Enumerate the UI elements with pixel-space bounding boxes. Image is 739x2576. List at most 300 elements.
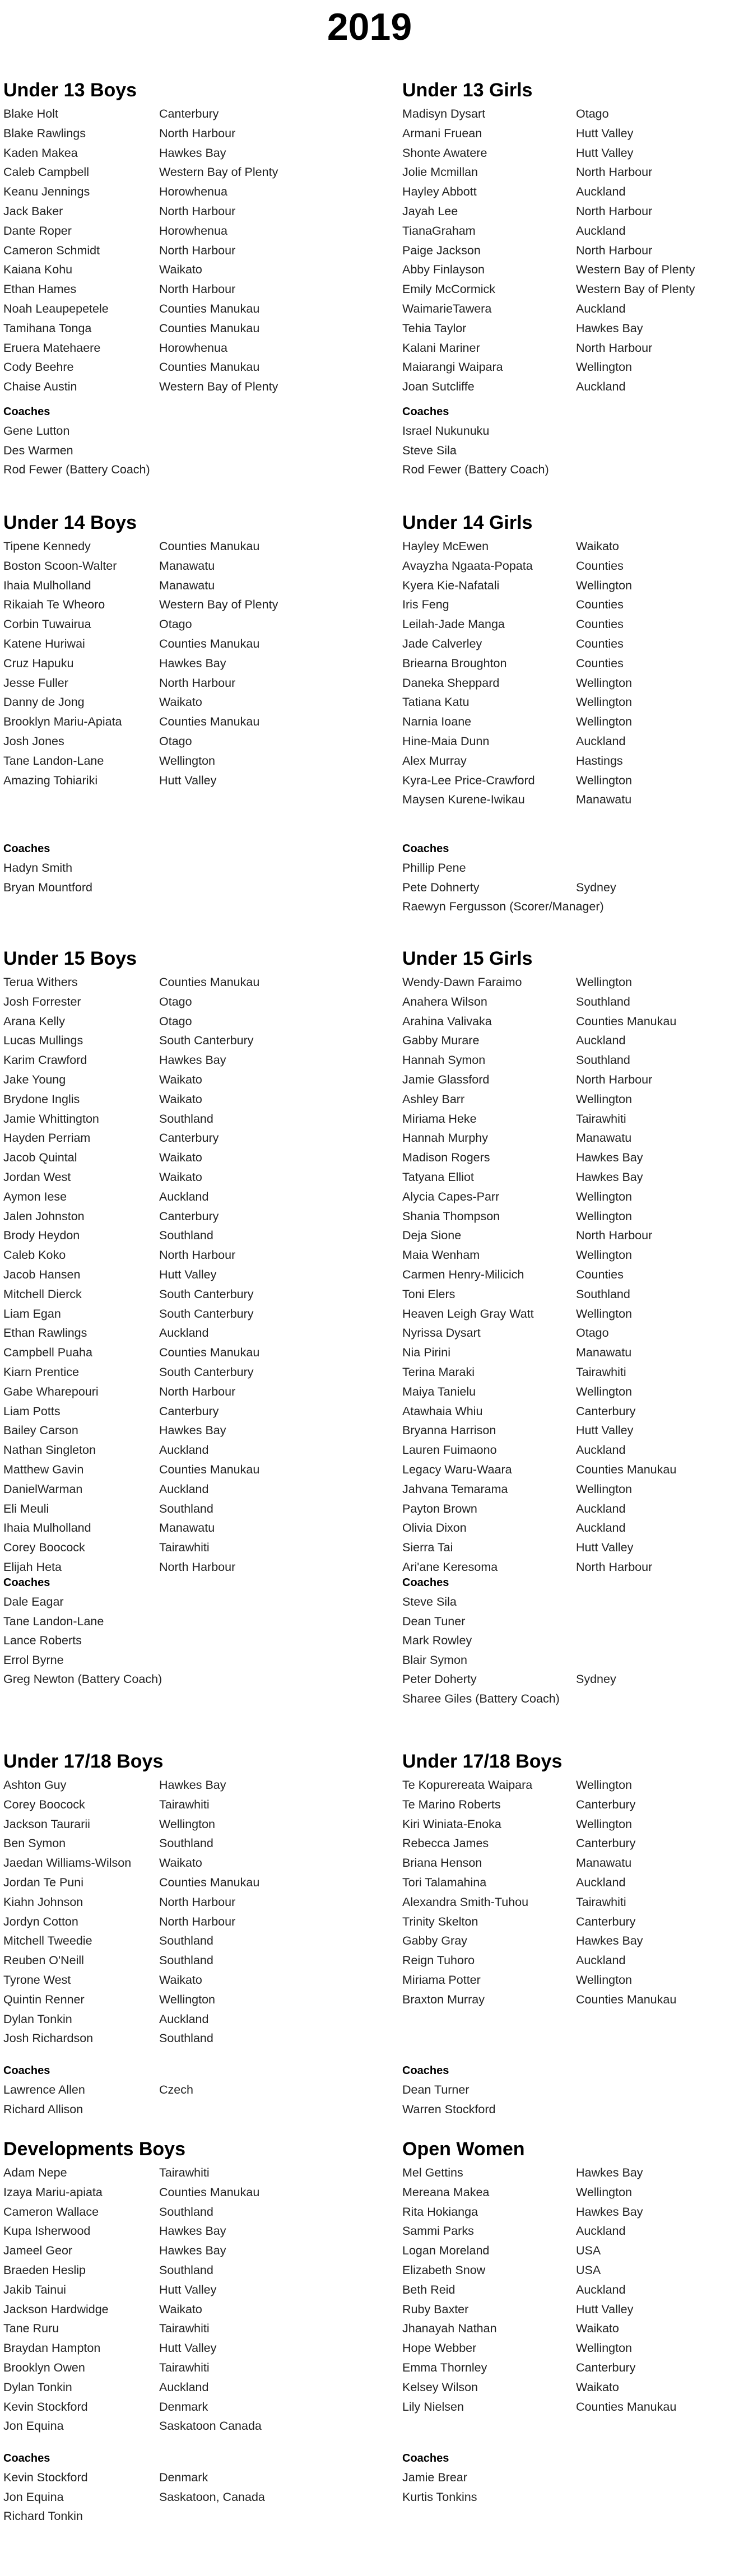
coach-row bbox=[402, 897, 738, 917]
player-region: Wellington bbox=[576, 715, 632, 729]
player-region: North Harbour bbox=[159, 1248, 236, 1262]
player-name: Briana Henson bbox=[402, 1856, 482, 1870]
player-region: Manawatu bbox=[576, 1856, 632, 1870]
player-name: Ethan Hames bbox=[3, 282, 77, 296]
coach-row bbox=[3, 2507, 340, 2526]
player-name: Katene Huriwai bbox=[3, 636, 85, 650]
player-name: Hine-Maia Dunn bbox=[402, 734, 490, 748]
player-region: Horowhenua bbox=[159, 341, 227, 355]
player-name: Sierra Tai bbox=[402, 1541, 453, 1555]
player-row bbox=[402, 1931, 643, 1951]
player-region: Wellington bbox=[576, 2185, 632, 2199]
player-name: Maysen Kurene-Iwikau bbox=[402, 793, 525, 807]
player-row bbox=[3, 973, 260, 992]
player-row bbox=[3, 202, 236, 221]
player-region: Hawkes Bay bbox=[159, 1778, 226, 1792]
player-name: Jalen Johnston bbox=[3, 1209, 85, 1223]
section-heading: Under 17/18 Boys bbox=[402, 1751, 563, 1772]
player-region: South Canterbury bbox=[159, 1034, 254, 1048]
coach-row bbox=[402, 1689, 738, 1709]
player-name: Ben Symon bbox=[3, 1836, 66, 1850]
player-region: Western Bay of Plenty bbox=[159, 598, 278, 612]
player-region: Hawkes Bay bbox=[576, 321, 643, 335]
player-row bbox=[402, 182, 626, 202]
player-name: Reuben O'Neill bbox=[3, 1954, 84, 1968]
player-row bbox=[3, 2163, 210, 2183]
player-row bbox=[3, 1265, 217, 1285]
player-region: Hawkes Bay bbox=[576, 2205, 643, 2219]
player-region: Hutt Valley bbox=[576, 2302, 634, 2316]
player-row bbox=[3, 377, 278, 397]
player-row bbox=[402, 692, 632, 712]
player-region: Counties Manukau bbox=[159, 321, 260, 335]
player-region: Auckland bbox=[576, 1875, 626, 1889]
coach-name: Peter Doherty bbox=[402, 1672, 477, 1686]
player-region: Counties Manukau bbox=[159, 636, 260, 650]
coach-name: Sharee Giles (Battery Coach) bbox=[402, 1691, 560, 1705]
player-row bbox=[3, 2378, 209, 2397]
coach-location: Czech bbox=[159, 2083, 193, 2096]
player-region: Hutt Valley bbox=[576, 126, 634, 140]
player-name: Josh Forrester bbox=[3, 994, 81, 1008]
player-region: North Harbour bbox=[159, 1560, 236, 1574]
player-row bbox=[3, 260, 202, 280]
player-name: Mereana Makea bbox=[402, 2185, 490, 2199]
player-row bbox=[402, 260, 695, 280]
player-name: Jon Equina bbox=[3, 2419, 64, 2433]
coach-name: Richard Tonkin bbox=[3, 2509, 83, 2523]
player-name: Maia Wenham bbox=[402, 1248, 480, 1262]
player-name: Arana Kelly bbox=[3, 1014, 65, 1028]
coach-list bbox=[3, 421, 340, 480]
coach-name: Des Warmen bbox=[3, 443, 73, 457]
coach-name: Israel Nukunuku bbox=[402, 424, 490, 438]
player-region: Wellington bbox=[576, 695, 632, 709]
player-row bbox=[3, 2416, 262, 2436]
player-name: Tatyana Elliot bbox=[402, 1170, 474, 1184]
player-row bbox=[3, 2221, 226, 2241]
player-region: Manawatu bbox=[159, 559, 215, 573]
player-name: Boston Scoon-Walter bbox=[3, 559, 117, 573]
player-name: Armani Fruean bbox=[402, 126, 482, 140]
player-row bbox=[402, 1031, 626, 1050]
coach-row bbox=[402, 858, 738, 878]
player-name: Kaiana Kohu bbox=[3, 263, 73, 277]
player-row bbox=[402, 1187, 632, 1207]
player-list bbox=[402, 1775, 677, 2010]
player-row bbox=[3, 1795, 210, 1815]
player-region: Wellington bbox=[576, 1248, 632, 1262]
player-name: Braxton Murray bbox=[402, 1992, 485, 2006]
player-region: Hawkes Bay bbox=[159, 1053, 226, 1067]
player-row bbox=[402, 537, 619, 556]
player-row bbox=[402, 1323, 609, 1343]
player-row bbox=[402, 1207, 632, 1226]
player-region: Hawkes Bay bbox=[159, 146, 226, 160]
player-name: Hannah Symon bbox=[402, 1053, 486, 1067]
player-name: Eruera Matehaere bbox=[3, 341, 101, 355]
coaches-heading: Coaches bbox=[3, 2452, 50, 2465]
player-region: Counties bbox=[576, 656, 624, 670]
player-row bbox=[3, 1815, 215, 1834]
coach-row bbox=[402, 2080, 738, 2100]
coach-row bbox=[3, 1592, 340, 1612]
player-name: Jackson Taurarii bbox=[3, 1817, 90, 1831]
player-region: Otago bbox=[576, 1326, 609, 1340]
player-name: Amazing Tohiariki bbox=[3, 773, 98, 787]
player-region: Auckland bbox=[576, 734, 626, 748]
player-name: Caleb Campbell bbox=[3, 165, 89, 179]
player-row bbox=[402, 2261, 601, 2280]
player-row bbox=[3, 280, 236, 299]
section-under-15-girls bbox=[402, 947, 677, 1705]
coach-row bbox=[3, 1650, 340, 1670]
player-name: Aymon Iese bbox=[3, 1189, 67, 1203]
player-name: Caleb Koko bbox=[3, 1248, 66, 1262]
player-region: Wellington bbox=[576, 1778, 632, 1792]
player-name: Chaise Austin bbox=[3, 380, 77, 394]
player-region: Waikato bbox=[159, 1973, 202, 1987]
player-row bbox=[3, 1323, 209, 1343]
player-row bbox=[402, 732, 626, 751]
player-list bbox=[402, 2163, 677, 2416]
player-row bbox=[402, 221, 626, 241]
player-name: Trinity Skelton bbox=[402, 1914, 478, 1928]
player-region: Counties bbox=[576, 636, 624, 650]
player-name: Brooklyn Owen bbox=[3, 2360, 85, 2374]
player-row bbox=[402, 280, 695, 299]
player-name: Jamie Whittington bbox=[3, 1112, 99, 1126]
player-name: Anahera Wilson bbox=[402, 994, 487, 1008]
coach-row bbox=[3, 2100, 340, 2119]
player-region: Waikato bbox=[159, 1151, 202, 1165]
player-region: Hutt Valley bbox=[159, 1267, 217, 1281]
player-name: Carmen Henry-Milicich bbox=[402, 1267, 524, 1281]
player-region: Wellington bbox=[159, 1992, 215, 2006]
player-name: Blake Holt bbox=[3, 107, 58, 120]
player-region: Auckland bbox=[576, 1521, 626, 1535]
player-row bbox=[3, 595, 278, 615]
player-row bbox=[402, 202, 653, 221]
player-row bbox=[3, 1012, 192, 1031]
player-row bbox=[402, 673, 632, 693]
player-row bbox=[402, 1128, 632, 1148]
player-name: Mel Gettins bbox=[402, 2166, 463, 2179]
player-region: Saskatoon Canada bbox=[159, 2419, 262, 2433]
player-name: Liam Potts bbox=[3, 1404, 61, 1418]
player-name: Mitchell Tweedie bbox=[3, 1934, 92, 1948]
player-region: Auckland bbox=[576, 224, 626, 238]
section-heading: Under 14 Girls bbox=[402, 512, 533, 533]
player-row bbox=[3, 1440, 209, 1460]
player-name: Jake Young bbox=[3, 1072, 66, 1086]
player-region: Manawatu bbox=[159, 578, 215, 592]
player-row bbox=[3, 1070, 202, 1090]
section-under-13-boys bbox=[3, 78, 278, 476]
player-row bbox=[3, 2261, 213, 2280]
player-region: Counties Manukau bbox=[576, 2400, 677, 2414]
player-region: South Canterbury bbox=[159, 1306, 254, 1320]
player-row bbox=[3, 1912, 236, 1932]
page-title: 2019 bbox=[327, 6, 412, 48]
player-row bbox=[402, 162, 653, 182]
player-region: Hutt Valley bbox=[576, 1424, 634, 1438]
coach-list bbox=[3, 2080, 340, 2119]
coaches-heading: Coaches bbox=[402, 406, 449, 418]
player-name: Keanu Jennings bbox=[3, 185, 90, 199]
player-region: Auckland bbox=[576, 2282, 626, 2296]
player-name: Brody Heydon bbox=[3, 1229, 80, 1243]
player-row bbox=[3, 712, 260, 732]
coach-name: Phillip Pene bbox=[402, 861, 466, 875]
player-row bbox=[3, 2319, 210, 2338]
coach-row bbox=[3, 2080, 340, 2100]
player-row bbox=[402, 1775, 632, 1795]
player-row bbox=[3, 1031, 254, 1050]
player-region: Canterbury bbox=[576, 1914, 636, 1928]
player-region: Manawatu bbox=[576, 1346, 632, 1360]
player-row bbox=[402, 2221, 626, 2241]
player-name: Karim Crawford bbox=[3, 1053, 87, 1067]
player-row bbox=[3, 1128, 219, 1148]
player-region: USA bbox=[576, 2244, 601, 2258]
player-name: Elizabeth Snow bbox=[402, 2263, 486, 2277]
player-region: Tairawhiti bbox=[159, 2360, 210, 2374]
section-developments-boys bbox=[3, 2137, 265, 2523]
player-region: Counties Manukau bbox=[159, 360, 260, 374]
coach-list bbox=[402, 421, 738, 480]
player-name: Te Kopurereata Waipara bbox=[402, 1778, 533, 1792]
player-name: Jesse Fuller bbox=[3, 676, 68, 690]
player-region: Wellington bbox=[576, 360, 632, 374]
player-row bbox=[3, 1304, 254, 1324]
player-region: USA bbox=[576, 2263, 601, 2277]
player-name: Jacob Hansen bbox=[3, 1267, 81, 1281]
coach-name: Rod Fewer (Battery Coach) bbox=[402, 463, 549, 476]
coach-row bbox=[3, 2468, 340, 2487]
player-name: Hayley McEwen bbox=[402, 540, 489, 553]
player-row bbox=[402, 1090, 632, 1109]
player-name: Izaya Mariu-apiata bbox=[3, 2185, 103, 2199]
player-row bbox=[3, 124, 236, 143]
player-row bbox=[402, 124, 634, 143]
player-region: North Harbour bbox=[159, 282, 236, 296]
player-name: Deja Sione bbox=[402, 1229, 462, 1243]
player-name: Braeden Heslip bbox=[3, 2263, 86, 2277]
player-row bbox=[3, 1245, 236, 1265]
player-name: Daneka Sheppard bbox=[402, 676, 500, 690]
coach-row bbox=[402, 1612, 738, 1631]
player-region: Otago bbox=[159, 1014, 192, 1028]
player-name: Logan Moreland bbox=[402, 2244, 490, 2258]
player-region: North Harbour bbox=[576, 243, 653, 257]
player-name: Ethan Rawlings bbox=[3, 1326, 87, 1340]
player-name: Blake Rawlings bbox=[3, 126, 86, 140]
player-name: Rita Hokianga bbox=[402, 2205, 478, 2219]
coach-row bbox=[402, 460, 738, 480]
player-row bbox=[3, 2202, 213, 2222]
coaches-heading: Coaches bbox=[3, 2064, 50, 2077]
player-list bbox=[3, 104, 278, 397]
player-region: Tairawhiti bbox=[576, 1365, 626, 1379]
player-row bbox=[402, 1421, 634, 1440]
player-name: Ashley Barr bbox=[402, 1092, 465, 1106]
player-region: Wellington bbox=[576, 975, 632, 989]
player-row bbox=[402, 595, 624, 615]
player-name: Dante Roper bbox=[3, 224, 72, 238]
player-region: Wellington bbox=[576, 1092, 632, 1106]
player-name: Arahina Valivaka bbox=[402, 1014, 492, 1028]
player-row bbox=[402, 1912, 636, 1932]
coach-row bbox=[402, 2468, 738, 2487]
player-region: Auckland bbox=[159, 1189, 209, 1203]
player-region: Hawkes Bay bbox=[159, 1424, 226, 1438]
player-row bbox=[3, 1970, 202, 1990]
player-row bbox=[402, 2280, 626, 2300]
player-name: Braydan Hampton bbox=[3, 2341, 101, 2355]
player-row bbox=[3, 673, 236, 693]
player-region: Horowhenua bbox=[159, 185, 227, 199]
player-name: Mitchell Dierck bbox=[3, 1287, 82, 1301]
section-under-13-girls bbox=[402, 78, 695, 476]
player-region: Wellington bbox=[576, 1384, 632, 1398]
player-name: Jayah Lee bbox=[402, 204, 458, 218]
player-row bbox=[3, 2358, 210, 2378]
player-row bbox=[3, 1853, 202, 1873]
player-name: Brooklyn Mariu-Apiata bbox=[3, 715, 122, 729]
player-name: Reign Tuhoro bbox=[402, 1954, 475, 1968]
player-name: Olivia Dixon bbox=[402, 1521, 467, 1535]
player-name: Kiri Winiata-Enoka bbox=[402, 1817, 501, 1831]
coach-row bbox=[402, 878, 738, 898]
player-region: South Canterbury bbox=[159, 1287, 254, 1301]
player-name: Jackson Hardwidge bbox=[3, 2302, 109, 2316]
player-row bbox=[3, 992, 192, 1012]
player-row bbox=[3, 1480, 209, 1499]
player-region: Waikato bbox=[159, 1856, 202, 1870]
player-row bbox=[3, 162, 278, 182]
player-region: Wellington bbox=[576, 676, 632, 690]
player-row bbox=[402, 634, 624, 654]
player-row bbox=[402, 2202, 643, 2222]
player-region: Auckland bbox=[576, 185, 626, 199]
player-region: Otago bbox=[159, 994, 192, 1008]
coach-row bbox=[3, 878, 340, 898]
player-region: Auckland bbox=[159, 2012, 209, 2026]
player-name: Shania Thompson bbox=[402, 1209, 500, 1223]
player-region: Waikato bbox=[576, 540, 619, 553]
player-row bbox=[3, 1499, 213, 1519]
player-row bbox=[3, 2010, 209, 2029]
player-name: Jameel Geor bbox=[3, 2244, 73, 2258]
coach-row bbox=[402, 1592, 738, 1612]
player-region: Southland bbox=[159, 2031, 213, 2045]
player-row bbox=[402, 1012, 677, 1031]
player-region: Hutt Valley bbox=[576, 146, 634, 160]
player-name: Wendy-Dawn Faraimo bbox=[402, 975, 522, 989]
player-name: Liam Egan bbox=[3, 1306, 61, 1320]
player-region: Southland bbox=[159, 1501, 213, 1515]
player-row bbox=[402, 241, 653, 261]
player-row bbox=[3, 1893, 236, 1912]
player-row bbox=[402, 576, 632, 596]
player-row bbox=[402, 1990, 677, 2010]
player-name: Emily McCormick bbox=[402, 282, 496, 296]
coach-row bbox=[3, 2487, 340, 2507]
player-row bbox=[3, 1343, 260, 1363]
section-open-women bbox=[402, 2137, 677, 2504]
player-region: North Harbour bbox=[159, 1895, 236, 1909]
section-under-14-boys bbox=[3, 511, 278, 894]
player-row bbox=[402, 1304, 632, 1324]
coaches-heading: Coaches bbox=[3, 406, 50, 418]
player-name: Madison Rogers bbox=[402, 1151, 490, 1165]
player-row bbox=[402, 654, 624, 673]
player-name: Kevin Stockford bbox=[3, 2400, 88, 2414]
player-region: Waikato bbox=[159, 1092, 202, 1106]
coach-name: Bryan Mountford bbox=[3, 880, 92, 894]
player-name: Nyrissa Dysart bbox=[402, 1326, 481, 1340]
player-name: Iris Feng bbox=[402, 598, 449, 612]
player-region: Canterbury bbox=[576, 2360, 636, 2374]
player-region: Counties bbox=[576, 559, 624, 573]
player-list bbox=[3, 1775, 260, 2048]
coach-name: Hadyn Smith bbox=[3, 861, 73, 875]
coach-name: Rod Fewer (Battery Coach) bbox=[3, 463, 150, 476]
player-row bbox=[402, 1343, 632, 1363]
player-name: Terina Maraki bbox=[402, 1365, 475, 1379]
player-region: Tairawhiti bbox=[576, 1112, 626, 1126]
section-under-14-girls bbox=[402, 511, 632, 913]
player-row bbox=[3, 1460, 260, 1480]
player-name: Narnia Ioane bbox=[402, 715, 472, 729]
section-heading: Under 13 Boys bbox=[3, 80, 137, 101]
player-region: Canterbury bbox=[576, 1836, 636, 1850]
player-name: Tane Landon-Lane bbox=[3, 754, 104, 768]
player-region: Waikato bbox=[159, 2302, 202, 2316]
player-name: Emma Thornley bbox=[402, 2360, 487, 2374]
player-row bbox=[402, 2241, 601, 2261]
player-region: Waikato bbox=[159, 263, 202, 277]
player-row bbox=[3, 1226, 213, 1245]
player-name: Cameron Schmidt bbox=[3, 243, 100, 257]
player-region: Auckland bbox=[159, 1443, 209, 1457]
player-row bbox=[402, 338, 653, 358]
coach-list bbox=[402, 858, 738, 917]
player-region: South Canterbury bbox=[159, 1365, 254, 1379]
player-name: Atawhaia Whiu bbox=[402, 1404, 483, 1418]
coaches-heading: Coaches bbox=[3, 1577, 50, 1589]
player-row bbox=[3, 241, 236, 261]
player-name: Jordan West bbox=[3, 1170, 71, 1184]
coach-location: Saskatoon, Canada bbox=[159, 2490, 265, 2504]
player-row bbox=[3, 1168, 202, 1187]
player-row bbox=[3, 2338, 217, 2358]
player-row bbox=[402, 2358, 636, 2378]
player-row bbox=[3, 1775, 226, 1795]
player-region: Western Bay of Plenty bbox=[576, 282, 695, 296]
player-row bbox=[402, 1402, 636, 1421]
player-name: Shonte Awatere bbox=[402, 146, 487, 160]
player-name: Brydone Inglis bbox=[3, 1092, 80, 1106]
player-region: Auckland bbox=[159, 1482, 209, 1496]
player-row bbox=[3, 1873, 260, 1893]
coach-row bbox=[402, 2100, 738, 2119]
player-name: Alex Murray bbox=[402, 754, 467, 768]
player-region: Tairawhiti bbox=[159, 1797, 210, 1811]
player-row bbox=[3, 338, 227, 358]
player-region: North Harbour bbox=[576, 1229, 653, 1243]
